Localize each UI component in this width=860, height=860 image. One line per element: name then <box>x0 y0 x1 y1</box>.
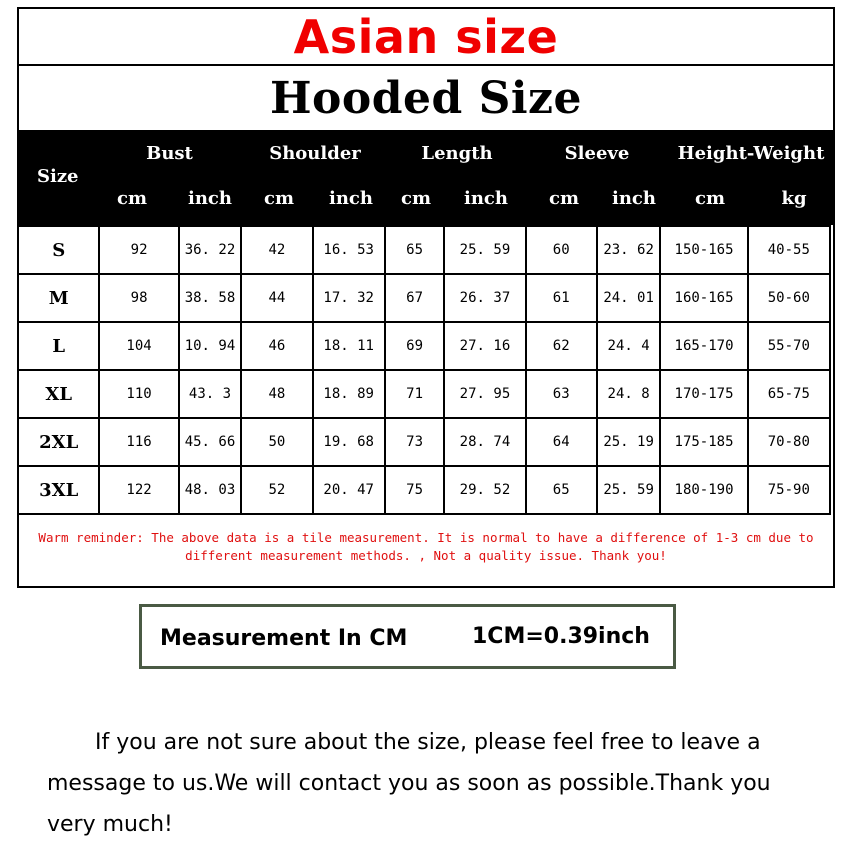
weight-cell: 55-70 <box>748 322 830 370</box>
length-inch-cell: 26. 37 <box>444 274 525 322</box>
length-cm-cell: 75 <box>385 466 444 514</box>
shoulder-inch-cell: 19. 68 <box>313 418 385 466</box>
height-cell: 165-170 <box>660 322 747 370</box>
size-cell: 2XL <box>18 418 99 466</box>
table-row <box>18 274 830 322</box>
height-cell: 170-175 <box>660 370 747 418</box>
height-cell: 175-185 <box>660 418 747 466</box>
weight-kg-header: kg <box>781 188 807 209</box>
bust-inch-cell: 45. 66 <box>179 418 242 466</box>
shoulder-header: Shoulder <box>269 143 361 164</box>
length-inch-cell: 29. 52 <box>444 466 525 514</box>
warm-reminder: Warm reminder: The above data is a tile measurement. It is normal to have a difference of 1-3 cm due to different measurement methods. , Not a quality issue. Thank you! <box>38 530 814 563</box>
size-cell: XL <box>18 370 99 418</box>
bust-header: Bust <box>146 143 193 164</box>
table-row <box>18 322 830 370</box>
sleeve-inch-cell: 23. 62 <box>597 226 661 274</box>
sleeve-cm-cell: 62 <box>526 322 597 370</box>
sleeve-cm-header: cm <box>548 188 579 209</box>
length-inch-header: inch <box>464 188 508 209</box>
shoulder-inch-cell: 20. 47 <box>313 466 385 514</box>
measurement-box <box>139 604 676 669</box>
sleeve-inch-cell: 25. 19 <box>597 418 661 466</box>
bust-inch-cell: 43. 3 <box>179 370 242 418</box>
length-inch-cell: 28. 74 <box>444 418 525 466</box>
height-cell: 160-165 <box>660 274 747 322</box>
shoulder-inch-cell: 18. 11 <box>313 322 385 370</box>
shoulder-cm-cell: 42 <box>241 226 312 274</box>
length-cm-cell: 67 <box>385 274 444 322</box>
length-inch-cell: 27. 95 <box>444 370 525 418</box>
size-cell: S <box>18 226 99 274</box>
height-cell: 150-165 <box>660 226 747 274</box>
length-cm-cell: 73 <box>385 418 444 466</box>
size-cell: 3XL <box>18 466 99 514</box>
size-cell: M <box>18 274 99 322</box>
sleeve-cm-cell: 65 <box>526 466 597 514</box>
measurement-label: Measurement In CM <box>160 626 408 651</box>
shoulder-cm-cell: 46 <box>241 322 312 370</box>
length-inch-cell: 25. 59 <box>444 226 525 274</box>
weight-cell: 70-80 <box>748 418 830 466</box>
bust-cm-cell: 92 <box>99 226 178 274</box>
table-row <box>18 418 830 466</box>
shoulder-cm-cell: 44 <box>241 274 312 322</box>
weight-cell: 40-55 <box>748 226 830 274</box>
sleeve-cm-cell: 64 <box>526 418 597 466</box>
bust-cm-cell: 116 <box>99 418 178 466</box>
length-cm-cell: 65 <box>385 226 444 274</box>
bust-cm-cell: 110 <box>99 370 178 418</box>
sleeve-inch-cell: 25. 59 <box>597 466 661 514</box>
bust-inch-header: inch <box>188 188 232 209</box>
shoulder-inch-cell: 17. 32 <box>313 274 385 322</box>
table-row <box>18 370 830 418</box>
sleeve-inch-header: inch <box>612 188 656 209</box>
contact-note <box>47 722 807 845</box>
contact-note-text: If you are not sure about the size, please feel free to leave a message to us.We will contact you as soon as possible.Thank you very much! <box>47 730 771 837</box>
shoulder-cm-cell: 52 <box>241 466 312 514</box>
shoulder-cm-header: cm <box>263 188 294 209</box>
table-row <box>18 226 830 274</box>
sleeve-inch-cell: 24. 01 <box>597 274 661 322</box>
sleeve-header: Sleeve <box>564 143 630 164</box>
size-table <box>17 225 831 515</box>
size-header: Size <box>37 166 79 187</box>
sleeve-cm-cell: 60 <box>526 226 597 274</box>
table-header <box>17 130 835 225</box>
shoulder-inch-header: inch <box>329 188 373 209</box>
sleeve-cm-cell: 63 <box>526 370 597 418</box>
weight-cell: 75-90 <box>748 466 830 514</box>
shoulder-cm-cell: 50 <box>241 418 312 466</box>
length-header: Length <box>421 143 493 164</box>
length-cm-cell: 69 <box>385 322 444 370</box>
sleeve-inch-cell: 24. 8 <box>597 370 661 418</box>
size-chart <box>17 7 835 588</box>
shoulder-cm-cell: 48 <box>241 370 312 418</box>
bust-cm-header: cm <box>116 188 147 209</box>
conversion-label: 1CM=0.39inch <box>472 624 650 649</box>
height-weight-header: Height-Weight <box>677 143 825 164</box>
size-cell: L <box>18 322 99 370</box>
bust-cm-cell: 98 <box>99 274 178 322</box>
sleeve-cm-cell: 61 <box>526 274 597 322</box>
weight-cell: 65-75 <box>748 370 830 418</box>
height-cm-header: cm <box>694 188 725 209</box>
page-title: Asian size <box>293 9 559 64</box>
bust-inch-cell: 10. 94 <box>179 322 242 370</box>
shoulder-inch-cell: 18. 89 <box>313 370 385 418</box>
length-cm-header: cm <box>400 188 431 209</box>
bust-inch-cell: 38. 58 <box>179 274 242 322</box>
length-inch-cell: 27. 16 <box>444 322 525 370</box>
weight-cell: 50-60 <box>748 274 830 322</box>
title-row <box>19 9 833 66</box>
length-cm-cell: 71 <box>385 370 444 418</box>
subtitle-row <box>19 66 833 130</box>
shoulder-inch-cell: 16. 53 <box>313 226 385 274</box>
bust-inch-cell: 36. 22 <box>179 226 242 274</box>
sleeve-inch-cell: 24. 4 <box>597 322 661 370</box>
chart-subtitle: Hooded Size <box>269 72 583 124</box>
height-cell: 180-190 <box>660 466 747 514</box>
bust-inch-cell: 48. 03 <box>179 466 242 514</box>
bust-cm-cell: 122 <box>99 466 178 514</box>
bust-cm-cell: 104 <box>99 322 178 370</box>
